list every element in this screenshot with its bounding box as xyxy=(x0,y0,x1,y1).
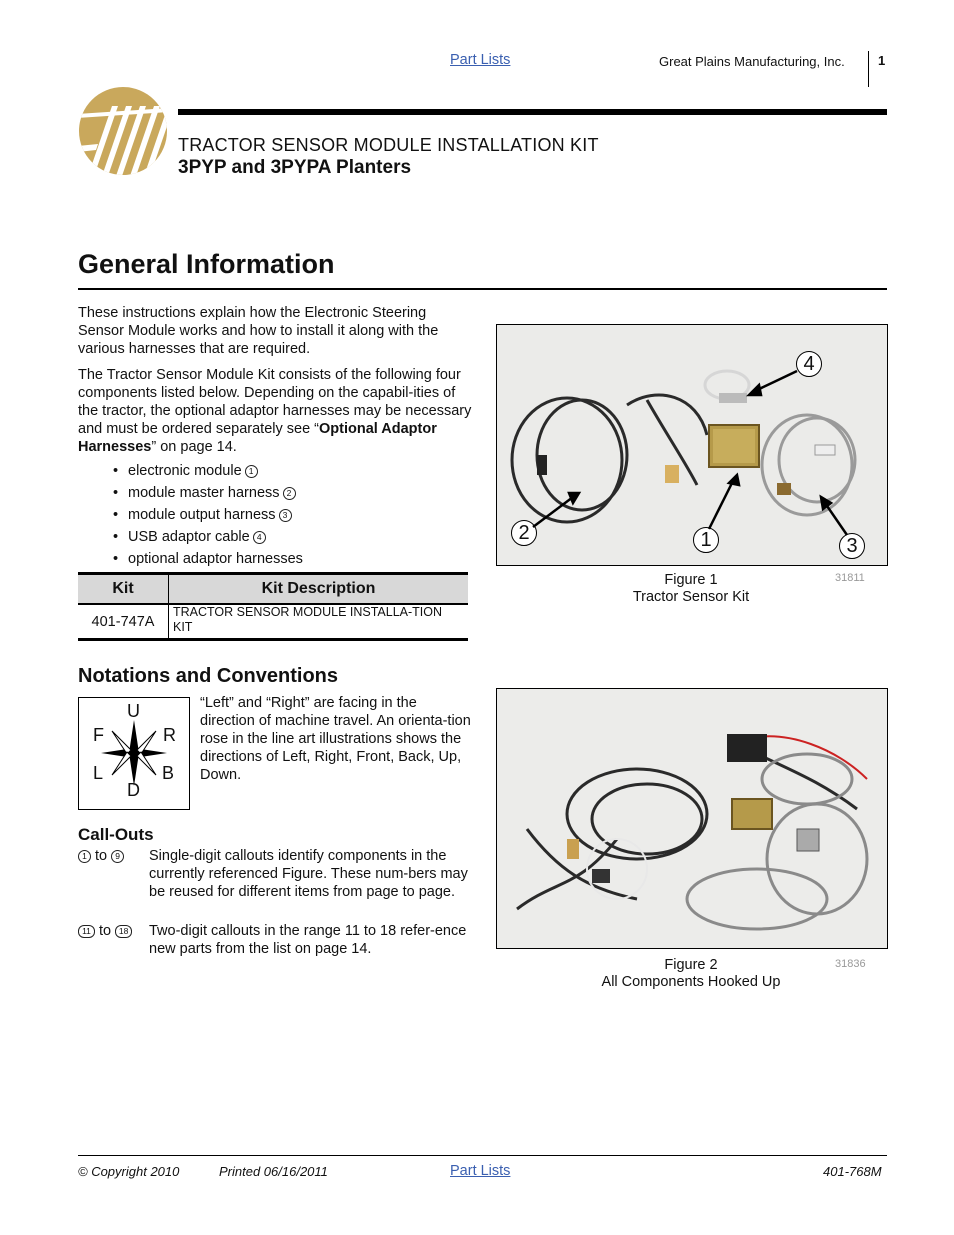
doc-subtitle: 3PYP and 3PYPA Planters xyxy=(178,157,412,178)
callout-desc-single: Single-digit callouts identify components in the currently referenced Figure. These num-bers may be reused for different items from page to page. xyxy=(149,848,468,900)
rose-back-label: B xyxy=(162,763,175,783)
footer-rule xyxy=(78,1155,887,1156)
footer-part-lists-link[interactable]: Part Lists xyxy=(450,1163,511,1179)
component-list xyxy=(78,460,474,570)
orientation-paragraph: “Left” and “Right” are facing in the direction of machine travel. An orienta-tion rose in the line art illustrations shows the directions of Left, Right, Front, Back, Up, Down. xyxy=(200,695,471,783)
figure-1-id: 31811 xyxy=(835,572,865,584)
rose-left-label: L xyxy=(93,763,104,783)
section-heading-general-information: General Information xyxy=(78,249,335,279)
doc-title: TRACTOR SENSOR MODULE INSTALLATION KIT xyxy=(178,135,599,155)
section-heading-notations: Notations and Conventions xyxy=(78,665,338,687)
col-header-kit: Kit xyxy=(78,574,169,605)
orientation-rose xyxy=(78,697,190,810)
figure-1-title: Tractor Sensor Kit xyxy=(632,589,750,605)
great-plains-logo xyxy=(78,86,168,176)
figure-2-id: 31836 xyxy=(835,958,866,970)
kit-table xyxy=(78,572,468,641)
callout-range-single: 1 to 9 xyxy=(78,847,124,865)
kit-number-cell: 401-747A xyxy=(78,604,169,640)
heading-rule xyxy=(78,288,887,290)
footer-printed-date: Printed 06/16/2011 xyxy=(219,1164,328,1179)
figure-1-photo xyxy=(496,324,888,566)
figure-2-label: Figure 2 xyxy=(664,957,718,973)
figure-1-callout-2: 2 xyxy=(511,520,537,546)
components-paragraph-start: The Tractor Sensor Module Kit consists of the following four components listed below. Depending on the capabil-ities of the tractor, the optional adaptor harnesses may be necessary and must be ordered separately see “ xyxy=(78,367,472,437)
callouts-heading: Call-Outs xyxy=(78,825,154,844)
callout-1: 1 xyxy=(245,465,258,478)
figure-2-caption xyxy=(496,957,886,991)
callout-desc-double: Two-digit callouts in the range 11 to 18 refer-ence new parts from the list on page 14. xyxy=(149,923,467,957)
footer-doc-number: 401-768M xyxy=(823,1164,882,1179)
header-company: Great Plains Manufacturing, Inc. xyxy=(659,54,845,69)
callout-3: 3 xyxy=(279,509,292,522)
callout-2: 2 xyxy=(283,487,296,500)
figure-1-callout-3: 3 xyxy=(839,533,865,559)
figure-2-title: All Components Hooked Up xyxy=(601,974,781,990)
components-paragraph-end: ” on page 14. xyxy=(151,439,237,455)
rose-right-label: R xyxy=(163,725,176,745)
header-part-lists-link[interactable]: Part Lists xyxy=(450,52,511,68)
list-item: • optional adaptor harnesses xyxy=(78,548,474,570)
optional-adaptor-ref: Optional Adaptor Harnesses xyxy=(78,421,437,455)
list-item: • module master harness 2 xyxy=(78,482,474,504)
figure-1-callout-4: 4 xyxy=(796,351,822,377)
callout-4: 4 xyxy=(253,531,266,544)
figure-1-label: Figure 1 xyxy=(664,572,718,588)
rose-down-label: D xyxy=(127,780,140,800)
intro-paragraph: These instructions explain how the Electronic Steering Sensor Module works and how to install it along with the various harnesses that are required. xyxy=(78,305,439,357)
rose-front-label: F xyxy=(93,725,104,745)
callout-range-double: 11 to 18 xyxy=(78,922,132,940)
list-item: • module output harness 3 xyxy=(78,504,474,526)
list-item: • USB adaptor cable 4 xyxy=(78,526,474,548)
figure-1-callout-1: 1 xyxy=(693,527,719,553)
footer-copyright: © Copyright 2010 xyxy=(78,1164,180,1179)
kit-description-cell: TRACTOR SENSOR MODULE INSTALLA-TION KIT xyxy=(169,604,469,640)
figure-1-caption xyxy=(496,572,886,606)
figure-1-leader-lines xyxy=(497,325,887,565)
header-divider xyxy=(868,51,869,87)
col-header-kit-description: Kit Description xyxy=(169,574,469,605)
table-row xyxy=(78,604,468,640)
rose-up-label: U xyxy=(127,701,140,721)
page-number: 1 xyxy=(878,53,886,68)
list-item: • electronic module 1 xyxy=(78,460,474,482)
title-rule xyxy=(178,109,887,115)
figure-2-photo xyxy=(496,688,888,949)
table-header-row xyxy=(78,574,468,605)
components-paragraph xyxy=(78,366,474,456)
